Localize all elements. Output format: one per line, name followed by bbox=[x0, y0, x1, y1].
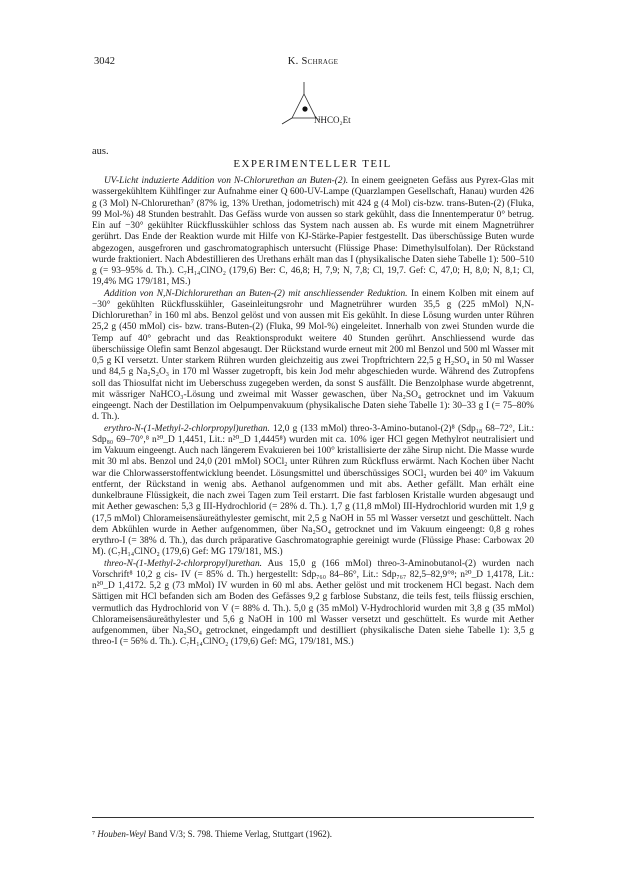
paragraph-text: In einem Kolben mit einem auf −30° gekühlten Rückflusskühler, Gaseinleitungsrohr und Magnetrührer wurden 35,5 g (225 mMol) N,N-Dichlorurethan⁷ in 160 ml abs. Benzol gelöst und von aussen mit Eis gekühlt. In diese Lösung wurden unter Rühren 25,2 g (450 mMol) cis- bzw. trans-Buten-(2) (Fluka, 99 Mol-%) eingeleitet. Innerhalb von zwei Stunden wurde die Temp auf 40° gebracht und das Reaktionsprodukt weitere 40 Stunden gerührt. Anschliessend wurde das überschüssige Olefin samt Benzol abgesaugt. Der Rückstand wurde erneut mit 200 ml Benzol und 500 ml Wasser mit 0,5 g KI versetzt. Unter starkem Rühren wurden gleichzeitig aus zwei Tropftrichtern 22,5 g H₂SO₄ in 50 ml Wasser und 84,5 g Na₂S₂O₃ in 170 ml Wasser zugetropft, bis kein Jod mehr abgeschieden wurde. Während des Zutropfens soll das Thiosulfat nicht im Ueberschuss zugegeben werden, da sonst S ausfällt. Die Benzolphase wurde abgetrennt, mit wässriger NaHCO₃-Lösung und zweimal mit Wasser gewaschen, über Na₂SO₄ getrocknet und im Vakuum eingeengt. Nach der Destillation im Oelpumpenvakuum (physikalische Daten siehe Tabelle 1): 30–33 g I (= 75–80% d. Th.). bbox=[92, 288, 534, 423]
paragraph-text: 12,0 g (133 mMol) threo-3-Amino-butanol-(2)⁸ (Sdp₁₈ 68–72°, Lit.: Sdp₈₀ 69–70°,⁸ n²⁰_D 1,4451, Lit.: n²⁰_D 1,4445⁸) wurden mit ca. 10% iger HCl gegen Methylrot neutralisiert und im Vakuum eingeengt. Auch nach längerem Evakuieren bei 100° kristallisierte der zähe Sirup nicht. Die Masse wurde mit 30 ml abs. Benzol und 24,0 (201 mMol) SOCl₂ unter Rühren zum Rückfluss erwärmt. Nach Kochen über Nacht war die Chlorwasserstoffentwicklung beendet. Lösungsmittel und überschüssiges SOCl₂ wurden bei 40° im Vakuum entfernt, der Rückstand in wenig abs. Aethanol aufgenommen und mit abs. Aether gefällt. Man erhält eine dunkelbraune Flüssigkeit, die nach zwei Tagen zum Teil erstarrt. Die fast farblosen Kristalle wurden abgesaugt und mit Aether gewaschen: 5,3 g III-Hydrochlorid (= 28% d. Th.). 1,7 g (11,8 mMol) III-Hydrochlorid wurden mit 1,9 g (17,5 mMol) Chlorameisensäureäthylester gemischt, mit 2,5 g NaOH in 55 ml Wasser versetzt und geschüttelt. Nach dem Abkühlen wurde in Aether aufgenommen, über Na₂SO₄ getrocknet und im Vakuum eingeengt: 0,8 g rohes erythro-I (= 38% d. Th.), das durch präparative Gaschromatographie gereinigt wurde (Flüssige Phase: Carbowax 20 M). (C₇H₁₄ClNO₂ (179,6) Gef: MG 179/181, MS.) bbox=[92, 423, 534, 558]
chemical-structure bbox=[270, 80, 380, 142]
paragraph-title: Addition von N,N-Dichlorurethan an Buten-(2) mit anschliessender Reduktion. bbox=[104, 288, 408, 299]
aus-text: aus. bbox=[92, 146, 109, 157]
paragraph-erythro-urethan bbox=[92, 424, 534, 559]
paragraph-dichlorurethan-addition bbox=[92, 289, 534, 424]
aziridine-structure-drawing bbox=[270, 80, 380, 142]
footnote bbox=[92, 829, 534, 839]
footnote-marker: ⁷ bbox=[92, 829, 96, 839]
radical-dot bbox=[302, 106, 307, 111]
experimental-body bbox=[92, 176, 534, 649]
paragraph-text: In einem geeigneten Gefäss aus Pyrex-Glas mit wassergekühltem Kühlfinger zur Aufnahme einer Q 600-UV-Lampe (Quarzlampen Gesellschaft, Hanau) wurden 426 g (3 Mol) N-Chlorurethan⁷ (87% ig, 13% Urethan, jodometrisch) mit 424 g (4 Mol) cis-bzw. trans-Buten-(2) (Fluka, 99 Mol-%) 48 Stunden bestrahlt. Das Gefäss wurde von aussen so stark gekühlt, dass die Innentemperatur 0° betrug. Ein auf −30° gekühlter Rückflusskühler schloss das System nach aussen ab. Es wurde mit einem Magnetrührer gerührt. Das Ende der Reaktion wurde mit Hilfe von KJ-Stärke-Papier festgestellt. Das überschüssige Buten wurde abgezogen, ausgefroren und gaschromatographisch untersucht (Flüssige Phase: Dimethylsulfolan). Der Rückstand wurde fraktioniert. Nach Abdestillieren des Urethans erhält man das I (physikalische Daten siehe Tabelle 1): 500–510 g (= 93–95% d. Th.). C₇H₁₄ClNO₂ (179,6) Ber: C, 46,8; H, 7,9; N, 7,8; Cl, 19,7. Gef: C, 47,0; H, 8,0; N, 8,1; Cl, 19,4% MG 179/181, MS.) bbox=[92, 176, 534, 288]
paragraph-uv-addition bbox=[92, 176, 534, 289]
footnote-text: Band V/3; S. 798. Thieme Verlag, Stuttgart (1962). bbox=[146, 829, 333, 839]
methyl-bond-left bbox=[282, 118, 292, 124]
footnote-author: Houben-Weyl bbox=[97, 829, 147, 839]
section-heading: EXPERIMENTELLER TEIL bbox=[233, 158, 392, 170]
nhco2et-label: NHCO₂Et bbox=[314, 115, 351, 125]
paragraph-threo-urethan bbox=[92, 559, 534, 649]
paragraph-title: threo-N-(1-Methyl-2-chlorpropyl)urethan. bbox=[104, 558, 263, 569]
running-head: K. Schrage bbox=[287, 56, 339, 67]
paragraph-text: Aus 15,0 g (166 mMol) threo-3-Aminobutanol-(2) wurden nach Vorschrift⁸ 10,2 g cis- IV (= 85% d. Th.) hergestellt: Sdp₇₆₀ 84–86°, Lit.: Sdp₇₆₇ 82,5–82,9°⁸; n²⁰_D 1,4178, Lit.: n²⁰_D 1,4172. 5,2 g (73 mMol) IV wurden in 60 ml abs. Aether gelöst und mit trockenem HCl begast. Nach dem Sättigen mit HCl befanden sich am Boden des Gefässes 9,2 g farblose Substanz, die teils fest, teils flüssig erschien, vermutlich das Hydrochlorid von V (= 88% d. Th.). 5,0 g (35 mMol) V-Hydrochlorid wurden mit 3,8 g (35 mMol) Chlorameisensäureäthylester und 5,6 g NaOH in 100 ml Wasser versetzt und geschüttelt. Es wurde mit Aether aufgenommen, über Na₂SO₄ getrocknet, eingedampft und destilliert (physikalische Daten siehe Tabelle 1): 3,5 g threo-I (= 56% d. Th.). C₇H₁₄ClNO₂ (179,6) Gef: MG, 179/181, MS.) bbox=[92, 558, 534, 648]
page-number: 3042 bbox=[94, 56, 115, 67]
page-header bbox=[94, 56, 532, 70]
paragraph-title: UV-Licht induzierte Addition von N-Chlorurethan an Buten-(2). bbox=[104, 176, 349, 186]
footnote-divider bbox=[92, 817, 534, 818]
paragraph-title: erythro-N-(1-Methyl-2-chlorpropyl)urethan. bbox=[104, 423, 270, 434]
ring-bond-left bbox=[292, 94, 304, 118]
